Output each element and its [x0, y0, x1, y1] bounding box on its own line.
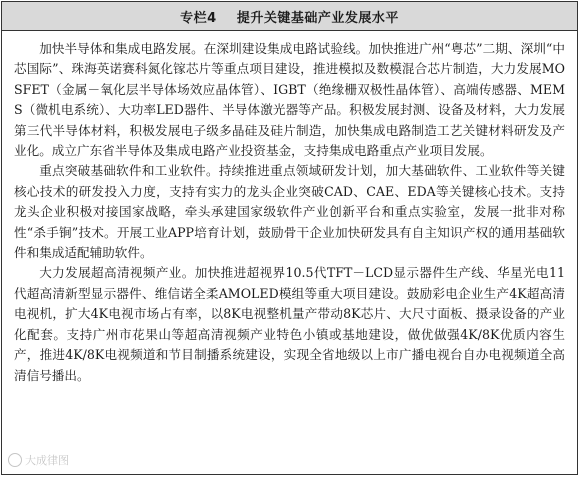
paragraph-software: 重点突破基础软件和工业软件。持续推进重点领域研发计划，加大基础软件、工业软件等关键核心技术的研发投入力度，支持有实力的龙头企业突破CAD、CAE、EDA等关键核心技术。支持龙头企业积极对接国家战略，牵头承建国家级软件产业创新平台和重点实验室，发展一批非对称性“杀手锏”技术。开展工业APP培育计划，鼓励骨干企业加快研发具有自主知识产权的通用基础软件和集成适配辅助软件。 — [14, 163, 565, 261]
column-content — [2, 31, 577, 386]
circle-logo-icon — [8, 453, 22, 467]
header-spacer — [217, 9, 237, 24]
column-title: 提升关键基础产业发展水平 — [236, 10, 399, 26]
watermark-text: 大成律图 — [25, 454, 69, 467]
paragraph-uhd-video: 大力发展超高清视频产业。加快推进超视界10.5代TFT－LCD显示器件生产线、华星光电11代超高清新型显示器件、维信诺全柔AMOLED模组等重大项目建设。鼓励彩电企业生产4K超高清电视机，扩大4K电视市场占有率，以8K电视整机量产带动8K芯片、大尺寸面板、摄录设备的产业化配套。支持广州市花果山等超高清视频产业特色小镇或基地建设，做优做强4K/8K优质内容生产，推进4K/8K电视频道和节目制播系统建设，实现全省地级以上市广播电视台自办电视频道全高清信号播出。 — [14, 265, 565, 383]
column-label: 专栏4 — [180, 10, 217, 26]
feature-column-box — [1, 1, 578, 475]
column-header — [2, 2, 577, 31]
paragraph-semiconductor: 加快半导体和集成电路发展。在深圳建设集成电路试验线。加快推进广州“粤芯”二期、深圳“中芯国际”、珠海英诺赛科氮化镓芯片等重点项目建设，推进模拟及数模混合芯片制造，大力发展MOSFET（金属－氧化层半导体场效应晶体管）、IGBT（绝缘栅双极性晶体管）、高端传感器、MEMS（微机电系统）、大功率LED器件、半导体激光器等产品。积极发展封测、设备及材料，大力发展第三代半导体材料，积极发展电子级多晶硅及硅片制造，加快集成电路制造工艺关键材料研发及产业化。成立广东省半导体及集成电路产业投资基金，支持集成电路重点产业项目发展。 — [14, 41, 565, 159]
watermark — [8, 452, 69, 468]
